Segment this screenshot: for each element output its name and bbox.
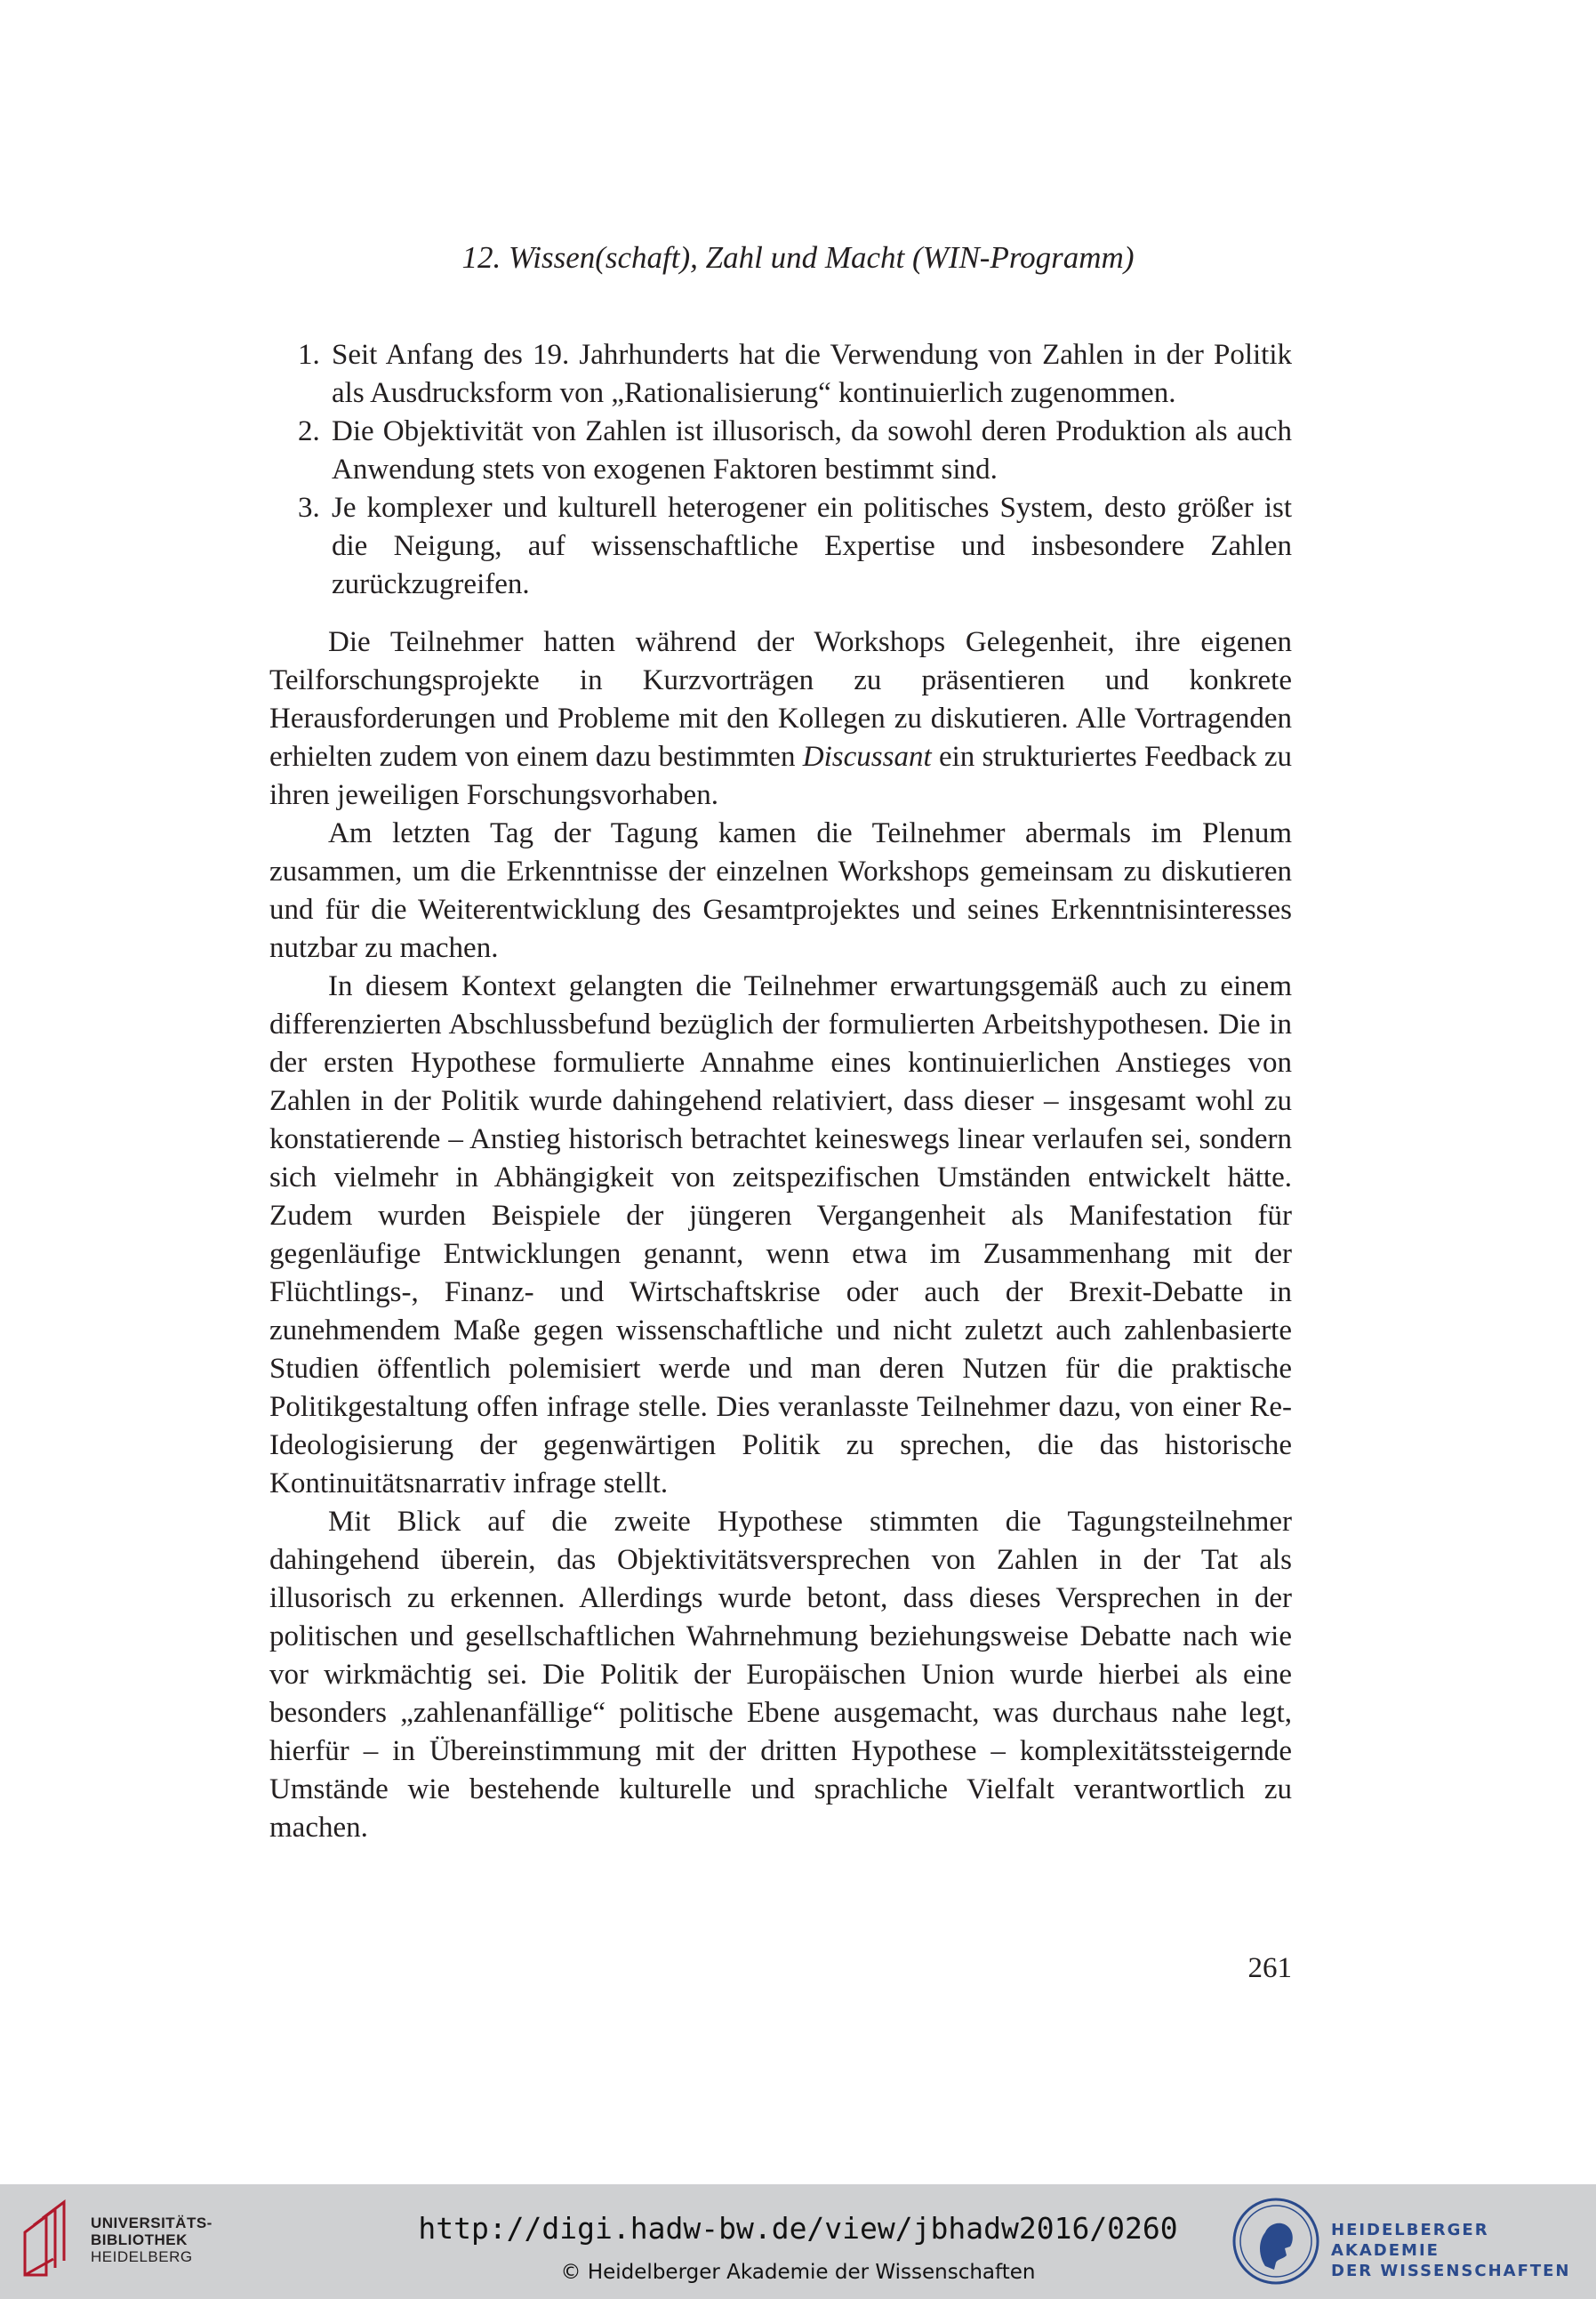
list-text: Die Objektivität von Zahlen ist illusorisch, da sowohl deren Produktion als auch Anwendung stets von exogenen Faktoren bestimmt sind. bbox=[332, 415, 1292, 486]
copyright-notice: © Heidelberger Akademie der Wissenschaften bbox=[560, 2261, 1036, 2284]
page-number: 261 bbox=[1247, 1952, 1292, 1984]
list-item bbox=[269, 489, 1292, 604]
academy-line: HEIDELBERGER AKADEMIE bbox=[1331, 2221, 1489, 2260]
list-text: Seit Anfang des 19. Jahrhunderts hat die Verwendung von Zahlen in der Politik als Ausdrucksform von „Rationalisierung“ kontinuierlich zugenommen. bbox=[332, 339, 1292, 409]
page-body bbox=[269, 336, 1292, 1847]
hypotheses-list bbox=[269, 336, 1292, 604]
list-number: 1. bbox=[298, 339, 320, 371]
list-item bbox=[269, 336, 1292, 413]
list-text: Je komplexer und kulturell heterogener ein politisches System, desto größer ist die Neigung, auf wissenschaftliche Expertise und insbesondere Zahlen zurückzugreifen. bbox=[332, 492, 1292, 600]
digital-url-link[interactable]: http://digi.hadw-bw.de/view/jbhadw2016/0260 bbox=[418, 2211, 1178, 2246]
list-number: 3. bbox=[298, 492, 320, 524]
ub-line: HEIDELBERG bbox=[91, 2248, 193, 2265]
paragraph-plenum: Am letzten Tag der Tagung kamen die Teilnehmer abermals im Plenum zusammen, um die Erkenntnisse der einzelnen Workshops gemeinsam zu diskutieren und für die Weiterentwicklung des Gesamtprojektes und seines Erkenntnisinteresses nutzbar zu machen. bbox=[269, 817, 1292, 964]
academy-name bbox=[1331, 2220, 1596, 2281]
list-number: 2. bbox=[298, 415, 320, 447]
academy-line: DER WISSENSCHAFTEN bbox=[1331, 2262, 1571, 2280]
paragraph-text: Die Teilnehmer hatten während der Workshops Gelegenheit, ihre eigenen Teilforschungsprojekte in Kurzvorträgen zu präsentieren und konkrete Herausforderungen und Probleme mit den Kollegen zu diskutieren. Alle Vortragenden erhielten zudem von einem dazu bestimmten bbox=[269, 626, 1292, 773]
ub-line: BIBLIOTHEK bbox=[91, 2231, 188, 2248]
paragraph-workshops bbox=[269, 623, 1292, 815]
footer-bar bbox=[0, 2184, 1596, 2299]
discussant-term: Discussant bbox=[802, 741, 932, 773]
academy-seal-icon bbox=[1231, 2197, 1320, 2286]
paragraph-text: ein strukturiertes Feedback zu ihren jeweiligen Forschungsvorhaben. bbox=[269, 741, 1292, 811]
ub-line: UNIVERSITÄTS- bbox=[91, 2215, 213, 2231]
list-item bbox=[269, 413, 1292, 489]
paragraph-second-hypothesis: Mit Blick auf die zweite Hypothese stimmten die Tagungsteilnehmer dahingehend überein, das Objektivitätsversprechen von Zahlen in der Tat als illusorisch zu erkennen. Allerdings wurde betont, dass dieses Versprechen in der politischen und gesellschaftlichen Wahrnehmung beziehungsweise Debatte nach wie vor wirkmächtig sei. Die Politik der Europäischen Union wurde hierbei als eine besonders „zahlenanfällige“ politische Ebene ausgemacht, was durchaus nahe legt, hierfür – in Übereinstimmung mit der dritten Hypothese – komplexitätssteigernde Umstände wie bestehende kulturelle und sprachliche Vielfalt verantwortlich zu machen. bbox=[269, 1506, 1292, 1844]
paragraph-first-hypothesis: In diesem Kontext gelangten die Teilnehmer erwartungsgemäß auch zu einem differenzierten Abschlussbefund bezüglich der formulierten Arbeitshypothesen. Die in der ersten Hypothese formulierte Annahme eines kontinuierlichen Anstieges von Zahlen in der Politik wurde dahingehend relativiert, dass dieser – insgesamt wohl zu konstatierende – Anstieg historisch betrachtet keineswegs linear verlaufen sei, sondern sich vielmehr in Abhängigkeit von zeitspezifischen Umständen entwickelt hätte. Zudem wurden Beispiele der jüngeren Vergangenheit als Manifestation für gegenläufige Entwicklungen genannt, wenn etwa im Zusammenhang mit der Flüchtlings-, Finanz- und Wirtschaftskrise oder auch der Brexit-Debatte in zunehmendem Maße gegen wissenschaftliche und nicht zuletzt auch zahlenbasierte Studien öffentlich polemisiert werde und man deren Nutzen für die praktische Politikgestaltung offen infrage stelle. Dies veranlasste Teilnehmer dazu, von einer Re-Ideologisierung der gegenwärtigen Politik zu sprechen, die das historische Kontinuitätsnarrativ infrage stellt. bbox=[269, 970, 1292, 1499]
running-header: 12. Wissen(schaft), Zahl und Macht (WIN-Programm) bbox=[461, 240, 1135, 275]
